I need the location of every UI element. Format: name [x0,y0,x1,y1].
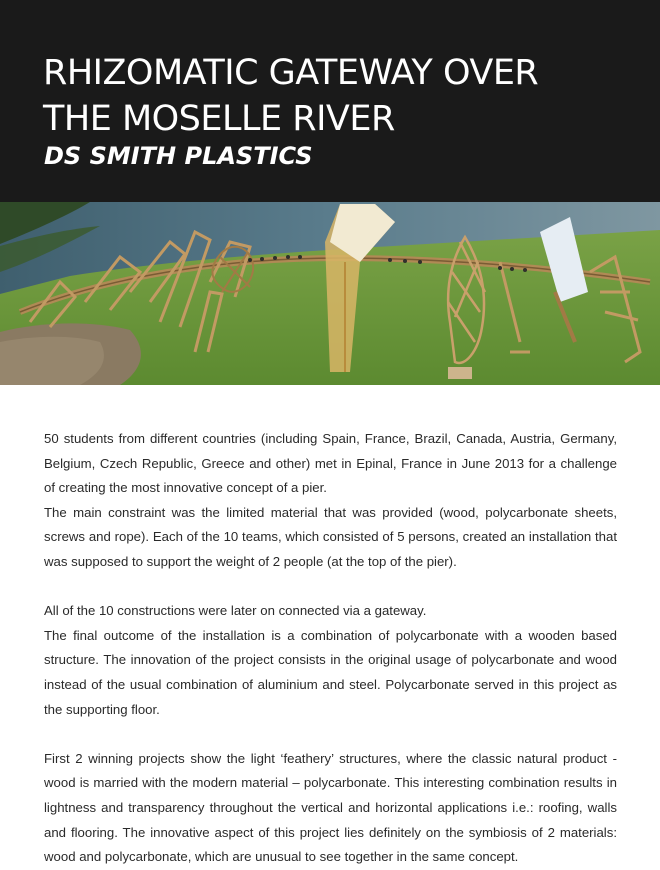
paragraph-spacer [44,722,617,747]
aerial-photo-of-pier-installation [0,202,660,385]
paragraph-constraint: The main constraint was the limited material that was provided (wood, polycarbonate sheets, screws and rope). Each of the 10 teams, which consisted of 5 persons, created an installation that was supposed to support the weight of 2 people (at the top of the pier). [44,504,617,569]
paragraph-intro: 50 students from different countries (including Spain, France, Brazil, Canada, Austria, Germany, Belgium, Czech Republic, Greece and other) met in Epinal, France in June 2013 for a challenge of creating the most innovative concept of a pier. [44,431,617,496]
title-line-1: RHIZOMATIC GATEWAY OVER [43,53,539,93]
paragraph-gateway: All of the 10 constructions were later on connected via a gateway. [44,603,427,619]
article-body [44,427,617,870]
page-title [43,50,538,142]
paragraph-winning-projects: First 2 winning projects show the light ‘feathery’ structures, where the classic natural product - wood is married with the modern material – polycarbonate. This interesting combination results in lightness and transparency throughout the vertical and horizontal applications i.e.: roofing, walls and flooring. The innovative aspect of this project lies definitely on the symbiosis of 2 materials: wood and polycarbonate, which are unusual to see together in the same concept. [44,750,617,865]
title-line-2: THE MOSELLE RIVER [43,99,395,139]
page-subtitle: DS SMITH PLASTICS [44,142,313,170]
aerial-photo [0,202,660,385]
paragraph-spacer [44,575,617,600]
header-banner [0,0,660,202]
paragraph-outcome: The final outcome of the installation is a combination of polycarbonate with a wooden based structure. The innovation of the project consists in the original usage of polycarbonate and wood instead of the usual combination of aluminium and steel. Polycarbonate served in this project as the supporting floor. [44,627,617,717]
